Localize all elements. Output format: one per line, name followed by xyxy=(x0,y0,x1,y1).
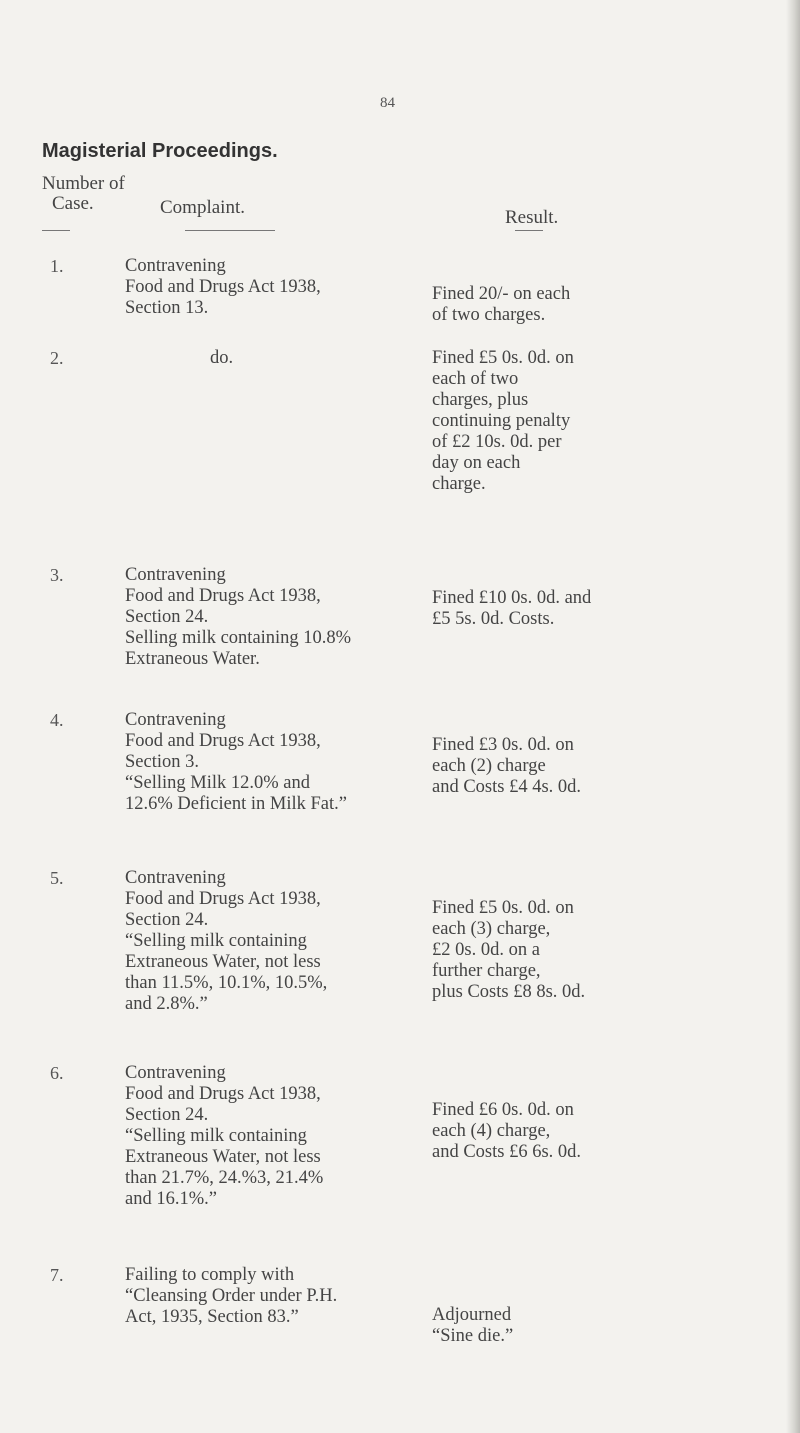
case-number: 3. xyxy=(50,565,64,585)
page-edge-shadow xyxy=(786,0,800,1433)
case-number: 2. xyxy=(50,348,64,368)
column-header-number-line1: Number of xyxy=(42,173,125,194)
case-number: 6. xyxy=(50,1063,64,1083)
case-complaint: Contravening Food and Drugs Act 1938, Section 24. “Selling milk containing Extraneous Water, not less than 21.7%, 24.%3, 21.4% and 16.1%.” xyxy=(125,1063,324,1209)
column-header-result: Result. xyxy=(505,207,559,228)
header-rule-complaint xyxy=(185,230,275,231)
column-header-number-line2: Case. xyxy=(52,193,94,214)
case-result: Fined £5 0s. 0d. on each of two charges, plus continuing penalty of £2 10s. 0d. per day on each charge. xyxy=(432,348,574,494)
case-result: Fined £3 0s. 0d. on each (2) charge and Costs £4 4s. 0d. xyxy=(432,735,582,797)
case-complaint: Contravening Food and Drugs Act 1938, Section 3. “Selling Milk 12.0% and 12.6% Deficient in Milk Fat.” xyxy=(125,710,347,814)
case-complaint: do. xyxy=(210,348,234,368)
case-number: 5. xyxy=(50,868,64,888)
column-header-complaint: Complaint. xyxy=(160,197,245,218)
case-complaint: Failing to comply with “Cleansing Order under P.H. Act, 1935, Section 83.” xyxy=(125,1265,338,1327)
header-rule-result xyxy=(515,230,543,231)
case-number: 7. xyxy=(50,1265,64,1285)
case-complaint: Contravening Food and Drugs Act 1938, Section 13. xyxy=(125,256,321,318)
case-result: Fined £10 0s. 0d. and £5 5s. 0d. Costs. xyxy=(432,588,592,629)
case-result: Fined 20/- on each of two charges. xyxy=(432,284,571,325)
case-number: 4. xyxy=(50,710,64,730)
section-heading: Magisterial Proceedings. xyxy=(42,140,278,162)
case-complaint: Contravening Food and Drugs Act 1938, Section 24. Selling milk containing 10.8% Extraneous Water. xyxy=(125,565,352,669)
case-result: Fined £6 0s. 0d. on each (4) charge, and Costs £6 6s. 0d. xyxy=(432,1100,582,1162)
case-number: 1. xyxy=(50,256,64,276)
page-number: 84 xyxy=(380,95,395,111)
case-result: Adjourned “Sine die.” xyxy=(432,1305,514,1346)
case-result: Fined £5 0s. 0d. on each (3) charge, £2 0s. 0d. on a further charge, plus Costs £8 8s. 0d. xyxy=(432,898,586,1002)
case-complaint: Contravening Food and Drugs Act 1938, Section 24. “Selling milk containing Extraneous Water, not less than 11.5%, 10.1%, 10.5%, and 2.8%.” xyxy=(125,868,328,1014)
header-rule-number xyxy=(42,230,70,231)
